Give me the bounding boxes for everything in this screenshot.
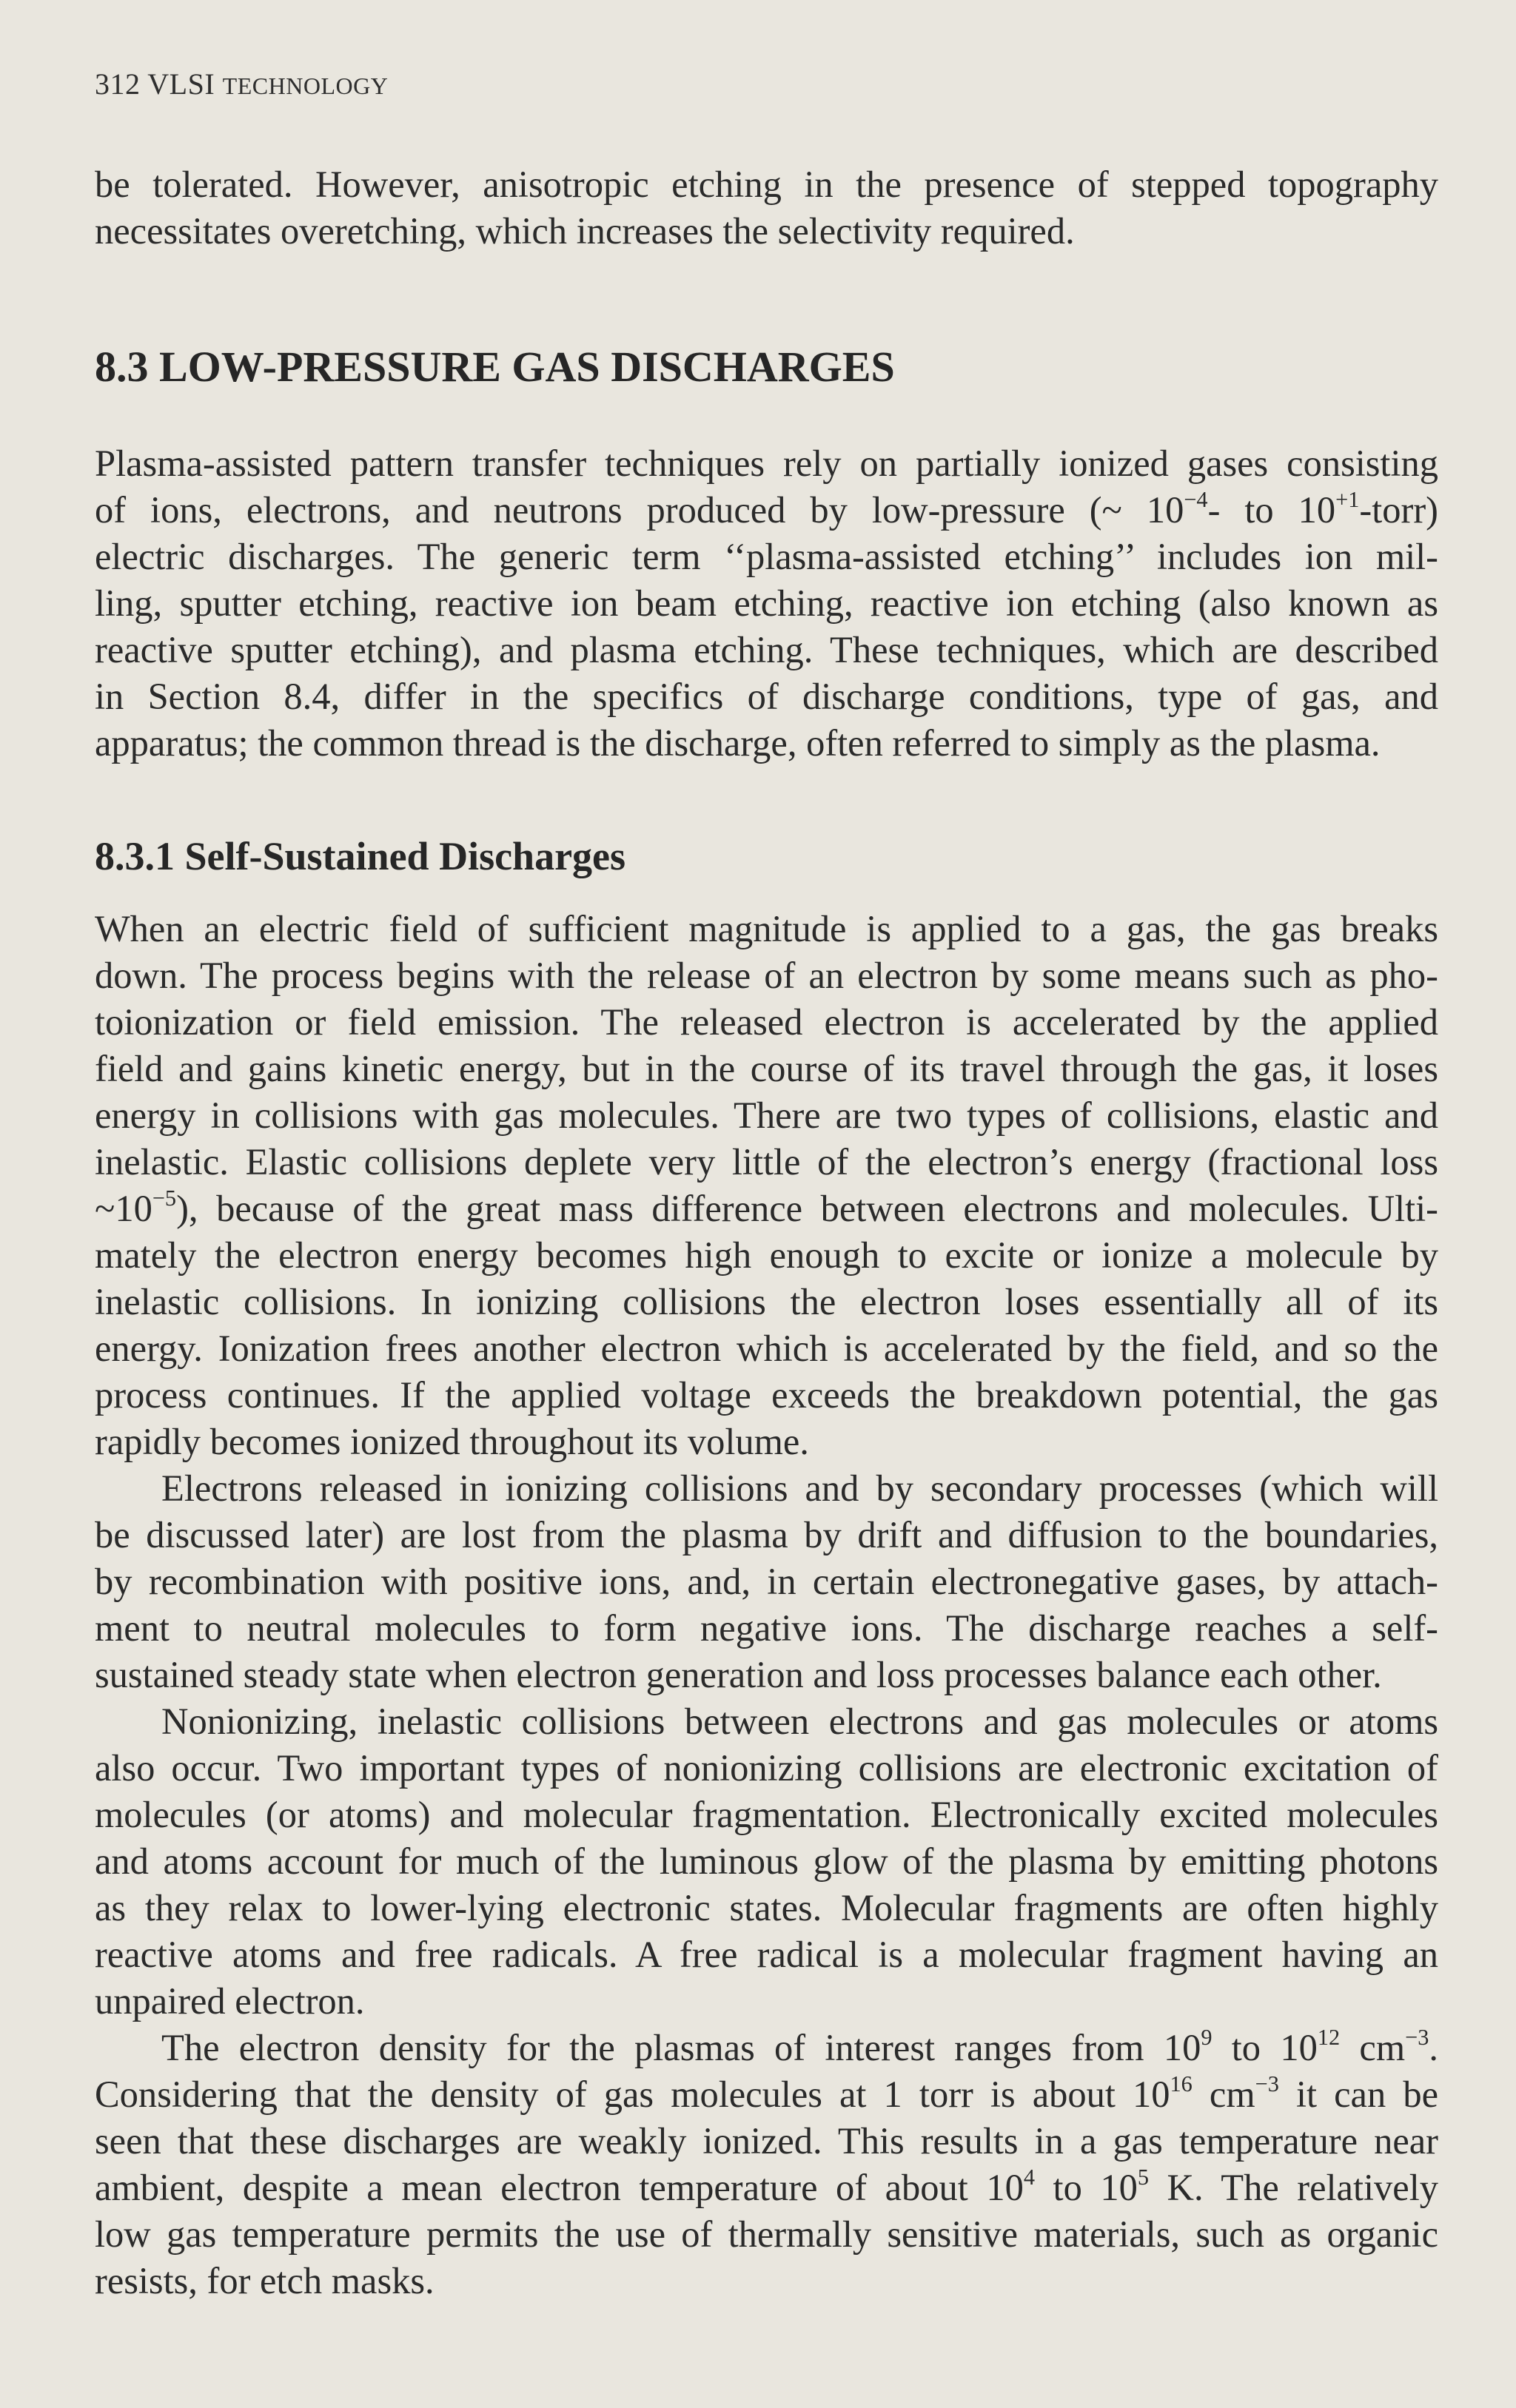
text-line: in Section 8.4, differ in the specifics of discharge conditions, type of gas, and [95,676,1438,717]
subsection-heading: 8.3.1 Self-Sustained Discharges [95,834,626,878]
section-heading: 8.3 LOW-PRESSURE GAS DISCHARGES [95,343,895,391]
text-line: Plasma-assisted pattern transfer techniques rely on partially ionized gases consisting [95,443,1438,484]
text-line: ling, sputter etching, reactive ion beam etching, reactive ion etching (also known as [95,582,1438,624]
text-line: of ions, electrons, and neutrons produced by low-pressure (~ $10^{-4}-$ to $10^{+1}-torr$) [95,486,1438,531]
section-paragraph [95,440,1438,767]
subsection-body [95,906,1438,2304]
text-line: apparatus; the common thread is the discharge, often referred to simply as the plasma. [95,722,1381,764]
text-line: electric discharges. The generic term ‘‘plasma-assisted etching’’ includes ion mil- [95,536,1438,577]
text-line: necessitates overetching, which increases the selectivity required. [95,210,1075,252]
book-title-suffix: TECHNOLOGY [222,73,389,99]
paragraph-1: When an electric field of sufficient magnitude is applied to a gas, the gas breaks down. The process begins with the release of an electron by some means such as pho- toionization or field emission. The released electron is accelerated by the applied field and gains kinetic energy, but in the course of its travel through the gas, it loses energy in collisions with gas molecules. There are two types of collisions, elastic and inelastic. Elastic collisions deplete very little of the electron’s energy (fractional loss $\sim 10^{-5}$), because of the great mass difference between electrons and molecules. Ulti- mately the electron energy becomes high enough to excite or ionize a molecule by inelastic collisions. In ionizing collisions the electron loses essentially all of its energy. Ionization frees another electron which is accelerated by the field, and so the process continues. If the applied voltage exceeds the breakdown potential, the gas rapidly becomes ionized throughout its volume. [95,908,1438,1462]
intro-paragraph [95,161,1438,255]
book-title-prefix: VLSI [147,67,215,101]
paragraph-2: Electrons released in ionizing collisions and by secondary processes (which will be discussed later) are lost from the plasma by drift and diffusion to the boundaries, by recombination with positive ions, and, in certain electronegative gases, by attach- ment to neutral molecules to form negative ions. The discharge reaches a self- sustained steady state when electron generation and loss processes balance each other. [95,1467,1438,1695]
running-head [95,67,388,101]
paragraph-3: Nonionizing, inelastic collisions between electrons and gas molecules or atoms also occur. Two important types of nonionizing collisions are electronic excitation of molecules (or atoms) and molecular fragmentation. Electronically excited molecules and atoms account for much of the luminous glow of the plasma by emitting photons as they relax to lower-lying electronic states. Molecular fragments are often highly reactive atoms and free radicals. A free radical is a molecular fragment having an unpaired electron. [95,1701,1438,2022]
text-line: reactive sputter etching), and plasma etching. These techniques, which are described [95,629,1438,670]
text-line: be tolerated. However, anisotropic etching in the presence of stepped topography [95,164,1438,205]
page-number: 312 [95,67,141,101]
paragraph-4: The electron density for the plasmas of interest ranges from $10^9$ to $10^{12}$ $cm^{-3}$. Considering that the density of gas molecules at 1 torr is about $10^{16}$ $cm^{-3}$ it can be seen that these discharges are weakly ionized. This results in a gas temperature near ambient, despite a mean electron temperature of about $10^4$ to $10^5$ K. The relatively low gas temperature permits the use of thermally sensitive materials, such as organic resists, for etch masks. [95,2024,1438,2301]
